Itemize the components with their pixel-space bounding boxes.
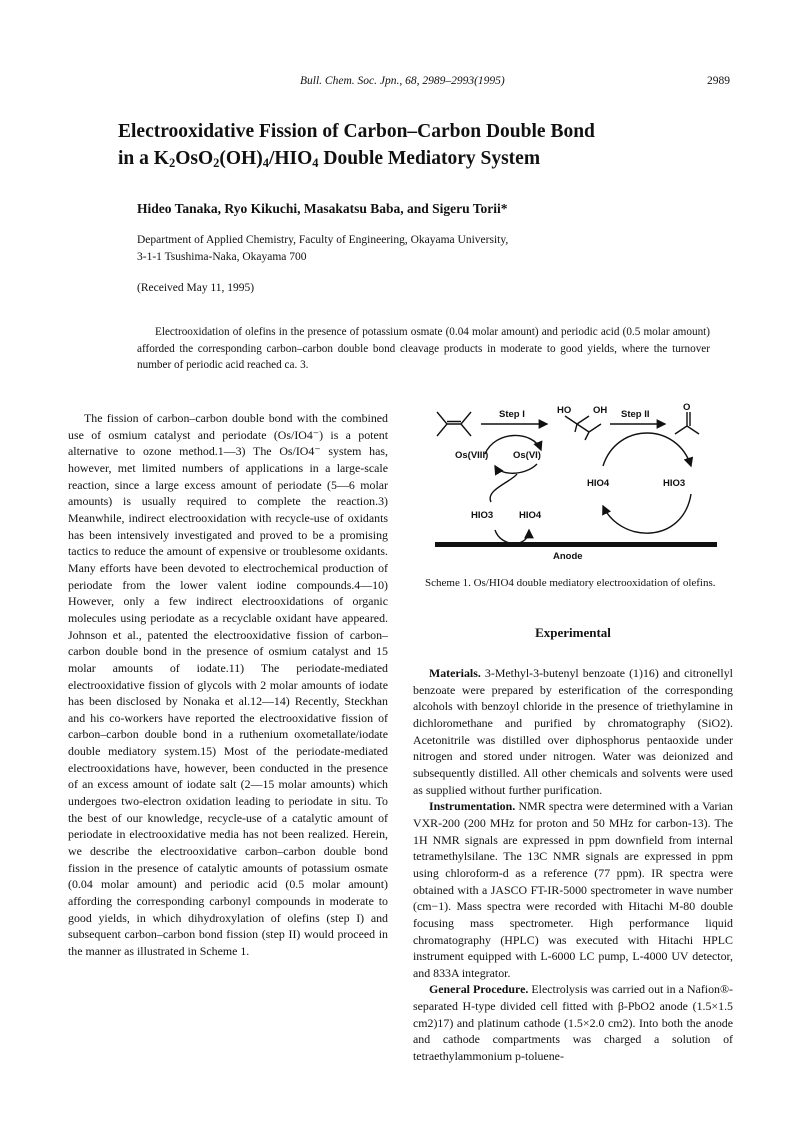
scheme-caption: Scheme 1. Os/HIO4 double mediatory electrooxidation of olefins. (425, 577, 716, 589)
received-date: (Received May 11, 1995) (137, 282, 255, 294)
hydroxyl-label-1: HO (557, 405, 572, 416)
os-cycle-lower-arrow (495, 464, 537, 473)
affiliation-line-1: Department of Applied Chemistry, Faculty of Engineering, Okayama University, (137, 234, 509, 246)
title-line-2: in a $K_2OsO_2(OH)_4/HIO_4$ Double Mediatory System (118, 148, 541, 170)
step-2-cycle-lower-arrow (603, 494, 691, 533)
general-procedure-paragraph: General Procedure. Electrolysis was carried out in a Nafion®-separated H-type divided cell fitted with β-PbO2 anode (1.5×1.5 cm2)17) and platinum cathode (1.5×2.0 cm2). Into both the anode and cathode compartments was charged a solution of tetraethylammonium p-toluene- (413, 982, 733, 1064)
introduction-text: The fission of carbon–carbon double bond with the combined use of osmium catalyst and periodate (Os/IO4⁻) is a potent alternative to ozone method.1—3) The Os/IO4⁻ system has, however, met limited numbers of applications in a large-scale reaction, since a large excess amount of periodate (5—6 molar amounts) is usually required to complete the reaction.3) Meanwhile, indirect electrooxidation with recycle-use of oxidants has been intensively investigated and proved to be a promising tactics to reduce the amount of expensive or troublesome oxidants. Many efforts have been devoted to electrochemical production of periodate from the lower valent iodine compounds.4—10) However, only a few indirect electrooxidations of organic molecules using periodate as a recyclable oxidant have appeared. Johnson et al., patented the electrooxidative fission of carbon–carbon double bond in the presence of osmium catalyst and 15 molar amounts of iodate.11) The periodate-mediated electrooxidative fission of glycols with 2 molar amounts of iodate has been disclosed by Nonaka et al.12—14) Recently, Steckhan and his co-workers have reported the electrooxidative fission of carbon–carbon double bond in a ruthenium oxometallate/iodate double mediatory system.15) Most of the periodate-mediated electrooxidations have, however, been conducted in the presence of an excess amount of iodate salt (2—15 molar amounts) which undergoes two-electron oxidation leading to periodate in situ. To the best of our knowledge, recycle-use of a catalytic amount of periodate in electrooxidative media has not been realized. Herein, we describe the electrooxidative carbon–carbon double bond fission in the presence of catalytic amounts of potassium osmate (0.04 molar amount) and periodic acid (0.5 molar amount) affording the corresponding carbonyl compounds in moderate to good yields, in which dihydroxylation of olefins (step I) and subsequent carbon–carbon bond fission (step II) would proceed in the manner as illustrated in Scheme 1. (68, 411, 388, 958)
affiliation-line-2: 3-1-1 Tsushima-Naka, Okayama 700 (137, 251, 307, 263)
article-title (118, 118, 718, 177)
materials-paragraph: Materials. 3-Methyl-3-butenyl benzoate (1)16) and citronellyl benzoate were prepared by esterification of the corresponding alcohols with benzoyl chloride in the presence of triethylamine in dichloromethane and purified by chromatography (SiO2). Acetonitrile was distilled over diphosphorus pentaoxide under nitrogen and stored under nitrogen. Water was deionized and subsequently distilled. All other chemicals and solvents were used as supplied without further purification. (413, 666, 733, 797)
materials-heading: Materials. (429, 666, 481, 680)
oxo-label: O (683, 402, 691, 413)
iodine-cycle-lower-arrow (495, 530, 529, 544)
hio3-label-lower: HIO3 (471, 510, 494, 521)
journal-citation: Bull. Chem. Soc. Jpn., 68, 2989–2993(1995) (300, 75, 505, 87)
abstract: Electrooxidation of olefins in the presence of potassium osmate (0.04 molar amount) and periodic acid (0.5 molar amount) afforded the corresponding carbon–carbon double bond cleavage products in moderate to good yields, where the turnover number of periodic acid reached ca. 3. (137, 326, 710, 371)
reaction-scheme (425, 402, 725, 567)
hydroxyl-label-2: OH (593, 405, 608, 416)
hio4-label-step2-left: HIO4 (587, 478, 610, 489)
author-list: Hideo Tanaka, Ryo Kikuchi, Masakatsu Baba, and Sigeru Torii* (137, 201, 508, 216)
anode-bar (435, 542, 717, 547)
instrumentation-heading: Instrumentation. (429, 799, 516, 814)
olefin-structure (437, 412, 471, 436)
step-1-label: Step I (499, 409, 525, 420)
iodine-cycle-upper-arrow (490, 474, 517, 502)
hio4-label-lower: HIO4 (519, 510, 542, 521)
instrumentation-paragraph: Instrumentation. NMR spectra were determined with a Varian VXR-200 (200 MHz for proton and 50 MHz for carbon-13). The 1H NMR signals are expressed in ppm downfield from internal tetramethylsilane. The 13C NMR signals are expressed in ppm using chloroform-d as a reference (77 ppm). IR spectra were obtained with a JASCO FT-IR-5000 spectrometer in wave number (cm−1). Mass spectra were recorded with Hitachi M-80 double focusing mass spectrometer. High performance liquid chromatography (HPLC) was executed with Hitachi HPLC instrument equipped with L-6000 LC pump, L-4000 UV detector, and 833A integrator. (413, 799, 733, 980)
general-procedure-heading: General Procedure. (429, 982, 529, 997)
section-heading-experimental: Experimental (535, 625, 611, 640)
step-2-cycle-upper-arrow (603, 433, 691, 466)
step-2-label: Step II (621, 409, 650, 420)
hio3-label-step2-right: HIO3 (663, 478, 686, 489)
os-viii-label: Os(VIII) (455, 450, 489, 461)
diol-structure (565, 416, 601, 440)
ketone-structure (675, 412, 699, 434)
experimental-text (413, 665, 733, 1065)
page-number: 2989 (707, 75, 730, 87)
title-line-1: Electrooxidative Fission of Carbon–Carbon Double Bond (118, 121, 595, 142)
anode-label: Anode (553, 551, 583, 562)
os-vi-label: Os(VI) (513, 450, 541, 461)
